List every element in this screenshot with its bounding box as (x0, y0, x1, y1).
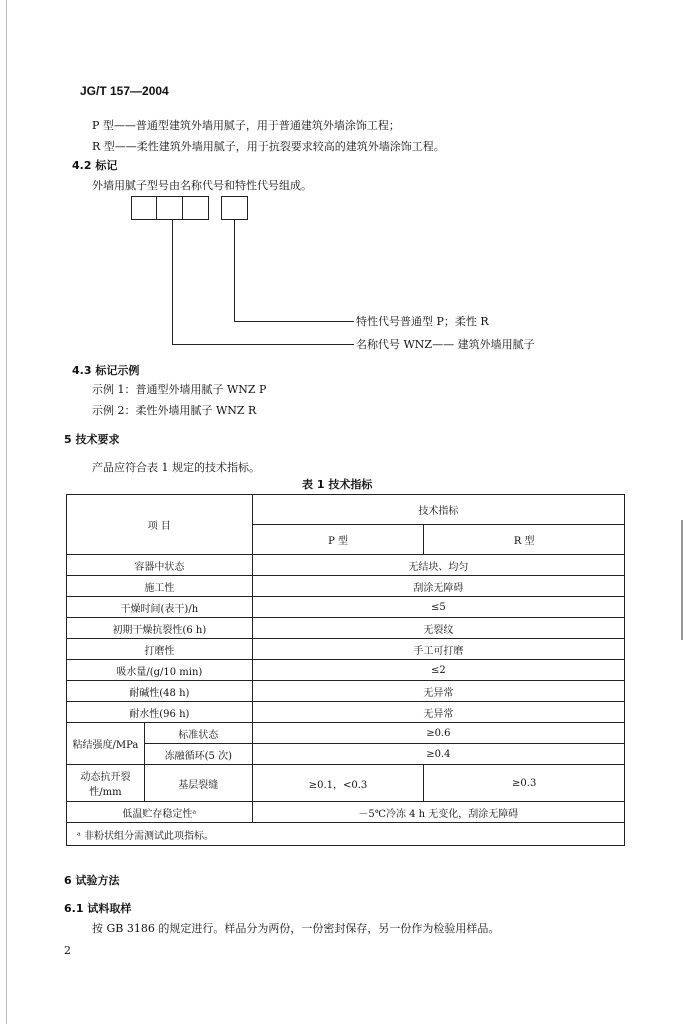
col-header-p-type: P 型 (252, 525, 424, 555)
section-4-2-heading: 4.2 标记 (72, 159, 118, 172)
col-header-item: 项 目 (67, 495, 253, 555)
feature-leader-horizontal (234, 321, 354, 322)
section-6-1-heading: 6.1 试料取样 (64, 902, 132, 915)
col-header-spec: 技术指标 (252, 495, 624, 525)
row-group-label: 动态抗开裂性/mm (67, 765, 145, 802)
scan-edge-line (6, 0, 7, 1024)
name-code-box-1 (131, 196, 157, 220)
row-group-label: 粘结强度/MPa (67, 723, 145, 765)
row-sub-label: 标准状态 (144, 723, 252, 744)
row-value: ≥0.4 (252, 744, 624, 765)
name-leader-vertical (172, 220, 173, 345)
row-label: 干燥时间(表干)/h (67, 597, 253, 618)
table-row (67, 744, 625, 765)
row-label: 耐水性(96 h) (67, 702, 253, 723)
name-code-box-2 (156, 196, 183, 220)
table-row (67, 639, 625, 660)
feature-code-box (221, 196, 248, 220)
row-value: －5℃冷冻 4 h 无变化，刮涂无障碍 (252, 802, 624, 823)
section-4-2-description: 外墙用腻子型号由名称代号和特性代号组成。 (92, 179, 312, 192)
row-label: 吸水量/(g/10 min) (67, 660, 253, 681)
table-row (67, 597, 625, 618)
table-row (67, 660, 625, 681)
table-row (67, 765, 625, 802)
name-code-label: 名称代号 WNZ—— 建筑外墙用腻子 (356, 338, 535, 351)
technical-indicators-table (66, 494, 625, 846)
row-value: 手工可打磨 (252, 639, 624, 660)
page-number: 2 (64, 944, 71, 957)
example-1: 示例 1：普通型外墙用腻子 WNZ P (92, 383, 267, 396)
p-type-definition: P 型——普通型建筑外墙用腻子，用于普通建筑外墙涂饰工程； (92, 119, 400, 132)
example-2: 示例 2：柔性外墙用腻子 WNZ R (92, 404, 257, 417)
row-label: 打磨性 (67, 639, 253, 660)
row-value-p: ≥0.1，<0.3 (252, 765, 424, 802)
col-header-r-type: R 型 (424, 525, 625, 555)
row-value: 无结块、均匀 (252, 555, 624, 576)
section-4-3-heading: 4.3 标记示例 (72, 364, 140, 377)
row-label: 低温贮存稳定性ᵃ (67, 802, 253, 823)
section-6-heading: 6 试验方法 (64, 874, 120, 887)
table-row (67, 681, 625, 702)
row-value-r: ≥0.3 (424, 765, 625, 802)
table-row (67, 702, 625, 723)
table-row (67, 618, 625, 639)
row-value: ≥0.6 (252, 723, 624, 744)
row-label: 耐碱性(48 h) (67, 681, 253, 702)
table-row (67, 576, 625, 597)
table-footnote: ᵃ 非粉状组分需测试此项指标。 (67, 823, 625, 846)
section-5-heading: 5 技术要求 (64, 433, 120, 446)
row-sub-label: 基层裂缝 (144, 765, 252, 802)
name-code-box-3 (182, 196, 209, 220)
table-caption: 表 1 技术指标 (302, 478, 373, 491)
r-type-definition: R 型——柔性建筑外墙用腻子，用于抗裂要求较高的建筑外墙涂饰工程。 (92, 140, 445, 153)
row-value: 无异常 (252, 681, 624, 702)
row-sub-label: 冻融循环(5 次) (144, 744, 252, 765)
row-value: 刮涂无障碍 (252, 576, 624, 597)
row-value: 无裂纹 (252, 618, 624, 639)
standard-code-header: JG/T 157—2004 (80, 84, 169, 98)
table-row (67, 802, 625, 823)
row-label: 初期干燥抗裂性(6 h) (67, 618, 253, 639)
row-value: ≤2 (252, 660, 624, 681)
scan-edge-mark (681, 520, 683, 640)
row-label: 施工性 (67, 576, 253, 597)
table-row (67, 723, 625, 744)
row-value: 无异常 (252, 702, 624, 723)
feature-code-label: 特性代号普通型 P；柔性 R (356, 315, 489, 328)
name-leader-horizontal (172, 344, 354, 345)
section-5-description: 产品应符合表 1 规定的技术指标。 (92, 461, 260, 474)
feature-leader-vertical (234, 220, 235, 322)
table-row (67, 555, 625, 576)
row-value: ≤5 (252, 597, 624, 618)
row-label: 容器中状态 (67, 555, 253, 576)
section-6-1-description: 按 GB 3186 的规定进行。样品分为两份，一份密封保存，另一份作为检验用样品。 (92, 922, 500, 935)
